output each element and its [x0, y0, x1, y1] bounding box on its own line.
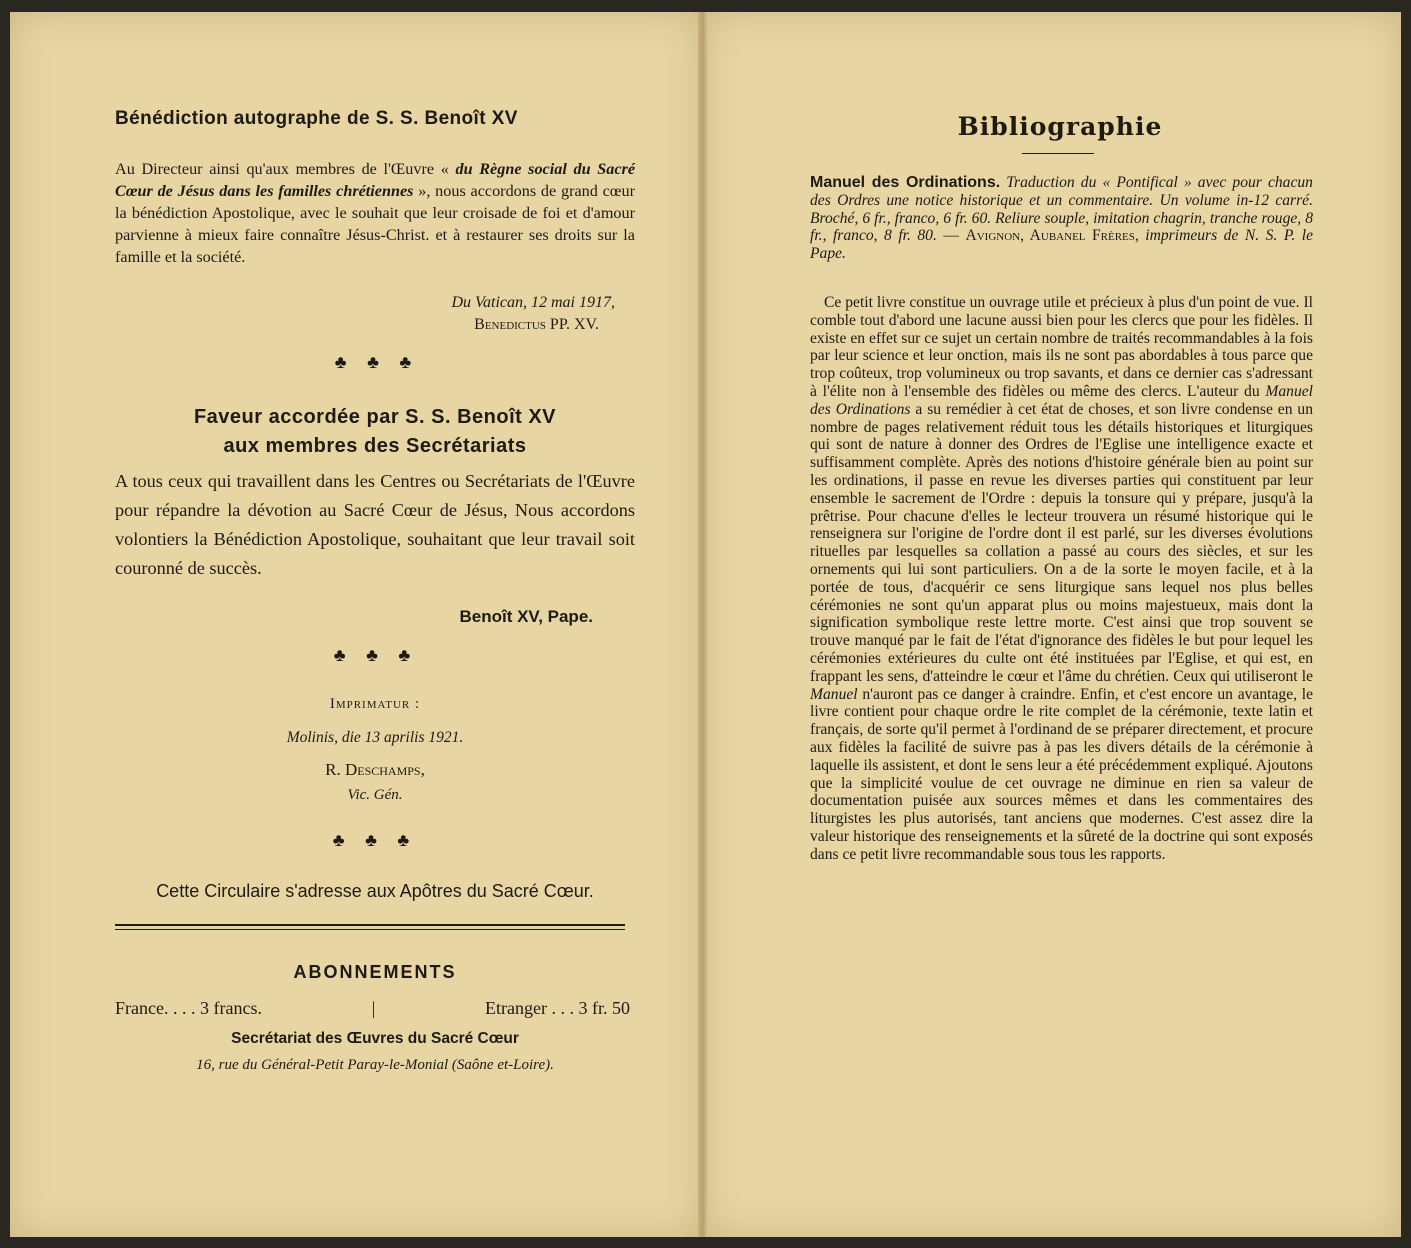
review-part-3: n'auront pas ce danger à craindre. Enfin, et c'est encore un avantage, le livre contient pour chaque ordre le rite complet de la cérémonie, texte latin et français, de sorte qu'il permet à l'ordinand de se préparer directement, et procure aux fidèles la facilité de suivre pas à pas les divers détails de la cérémonie à laquelle ils assistent, et dont le sens leur a été précédemment expliqué. Ajoutons que la simplicité voulue de cet ouvrage ne diminue en rien sa valeur de documentation puisée aux sources mêmes et dans les commentaires des liturgistes les plus autorisés, tant anciens que modernes. C'est assez dire la valeur historique des renseignements et la sûreté de la doctrine qui sont exposés dans ce petit livre recommandable sous tous les rapports.	[810, 685, 1313, 863]
manuel-publisher: Avignon, Aubanel Frères,	[965, 227, 1139, 245]
benediction-text	[115, 158, 635, 268]
faveur-text: A tous ceux qui travaillent dans les Centres ou Secrétariats de l'Œuvre pour répandre la dévotion au Sacré Cœur de Jésus, Nous accordons volontiers la Bénédiction Apostolique, souhaitant que leur travail soit couronné de succès.	[115, 471, 635, 578]
faveur-title-line-2: aux membres des Secrétariats	[223, 435, 527, 457]
price-france: France. . . . 3 francs.	[115, 998, 262, 1018]
review-italic-2: Manuel	[810, 685, 858, 703]
manuel-title: Manuel des Ordinations.	[810, 174, 1001, 191]
ornament-clubs-3: ♣ ♣ ♣	[332, 830, 418, 850]
benediction-title: Bénédiction autographe de S. S. Benoît XV	[115, 108, 518, 129]
faveur-title	[115, 403, 635, 461]
circulaire-note: Cette Circulaire s'adresse aux Apôtres du Sacré Cœur.	[156, 881, 594, 901]
bibliographie-title: Bibliographie	[957, 112, 1163, 141]
ornament-clubs-2: ♣ ♣ ♣	[333, 645, 419, 665]
review-text	[810, 294, 1313, 864]
benediction-text-part-2: », nous accordons de grand cœur la bénédiction Apostolique, avec le souhait que leur croisade de foi et d'amour parvienne à mieux faire connaître Jésus-Christ. et à restaurer ses droits sur la famille et la société.	[115, 182, 635, 266]
price-etranger: Etranger . . . 3 fr. 50	[485, 998, 630, 1018]
imprimatur-label: Imprimatur :	[329, 696, 421, 712]
benediction-signature: Benedictus PP. XV.	[474, 316, 599, 333]
imprimatur-name: R. Deschamps,	[325, 760, 425, 779]
review-part-2: a su remédier à cet état de choses, et son livre condense en un nombre de pages relativement réduit tous les détails historiques et liturgiques qui sont de nature à donner des Ordres de l'Eglise une intelligence exacte et suffisamment complète. Après des notions d'histoire générale bien au point sur les ordinations, il passe en revue les diverses parties qui constituent par leur ensemble le sacrement de l'Ordre : depuis la tonsure qui y prépare, jusqu'à la prêtrise. Pour chacune d'elles le lecteur trouvera un résumé historique qui le renseignera sur l'origine de l'ordre dont il est parlé, sur les diverses évolutions rituelles par lesquelles sa collation a passé au cours des siècles, et sur les ornements qui lui sont particuliers. On a de la sorte le moyen facile, et à la portée de tous, d'acquérir ce sens liturgique sans lequel nos plus belles cérémonies ne sont qu'un apparat plus ou moins majestueux, mais dont la signification symbolique reste lettre morte. C'est ainsi que trop souvent se trouve manqué par le fait de l'état d'ignorance des fidèles le but pour lequel les cérémonies extérieures du culte ont été instituées par l'Eglise, et qui est, en frappant les sens, d'atteindre le cœur et l'âme du chrétien. Ceux qui utiliseront le	[810, 400, 1313, 685]
benediction-text-part-1: Au Directeur ainsi qu'aux membres de l'Œuvre «	[115, 160, 456, 178]
ornament-clubs-1: ♣ ♣ ♣	[334, 352, 420, 372]
secretariat-address: 16, rue du Général-Petit Paray-le-Monial (Saône et-Loire).	[196, 1057, 554, 1073]
review-part-1: Ce petit livre constitue un ouvrage utile et précieux à plus d'un point de vue. Il comble tout d'abord une lacune aussi bien pour les clercs que pour les fidèles. Il existe en effet sur ce sujet un certain nombre de traités recommandables à la fois par leur science et leur onction, mais ils ne sont pas abordables à tous parce que trop coûteux, trop volumineux ou trop savants, et dans ce dernier cas s'adressant à l'élite non à l'ensemble des fidèles ou même des clercs. L'auteur du	[810, 294, 1313, 400]
title-underline	[1022, 153, 1094, 154]
faveur-signature: Benoît XV, Pape.	[459, 607, 593, 626]
price-separator: |	[371, 998, 376, 1018]
divider-thin	[115, 929, 625, 930]
manuel-entry	[810, 174, 1313, 263]
faveur-title-line-1: Faveur accordée par S. S. Benoît XV	[193, 406, 557, 428]
subscription-prices	[115, 998, 630, 1019]
page-fold	[698, 12, 708, 1237]
secretariat-name: Secrétariat des Œuvres du Sacré Cœur	[231, 1030, 519, 1047]
imprimatur-title: Vic. Gén.	[347, 787, 403, 803]
imprimatur-place: Molinis, die 13 aprilis 1921.	[286, 729, 464, 746]
divider-thick	[115, 924, 625, 926]
manuel-printer: imprimeurs de N. S. P. le Pape.	[810, 227, 1313, 263]
manuel-dash: —	[936, 227, 966, 245]
abonnements-title: ABONNEMENTS	[293, 962, 457, 982]
review-italic-1: Manuel des Ordinations	[810, 382, 1313, 418]
manuel-description: Traduction du « Pontifical » avec pour chacun des Ordres une notice historique et un commentaire. Un volume in-12 carré. Broché, 6 fr., franco, 6 fr. 60. Reliure souple, imitation chagrin, tranche rouge, 8 fr., franco, 8 fr. 80.	[810, 174, 1313, 245]
benediction-text-italic: du Règne social du Sacré Cœur de Jésus dans les familles chrétiennes	[115, 160, 635, 200]
benediction-place-date: Du Vatican, 12 mai 1917,	[451, 294, 615, 311]
